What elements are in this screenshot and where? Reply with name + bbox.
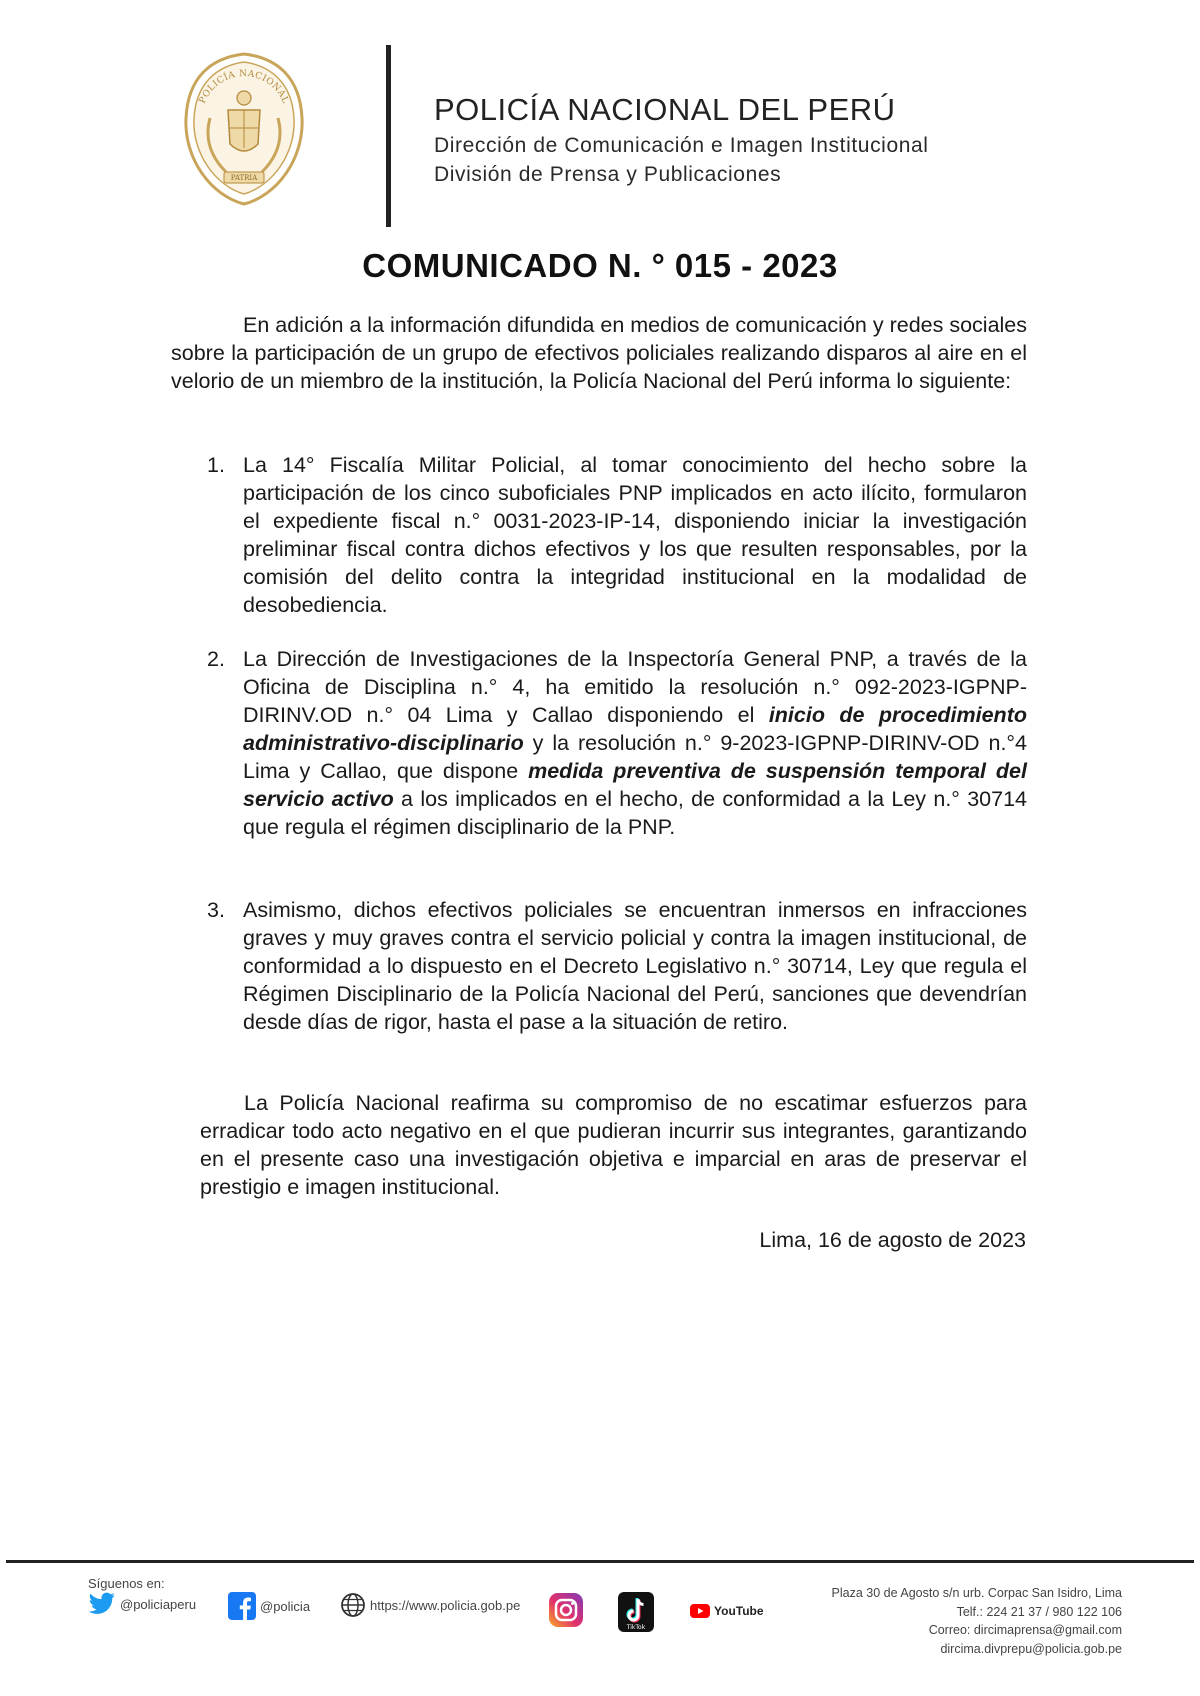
organization-header — [434, 92, 929, 187]
youtube-icon — [690, 1604, 710, 1618]
direction-name: Dirección de Comunicación e Imagen Institucional — [434, 134, 929, 157]
list-item-text: La 14° Fiscalía Militar Policial, al tomar conocimiento del hecho sobre la participación de los cinco suboficiales PNP implicados en acto ilícito, formularon el expediente fiscal n.° 0031-2023-IP-14, disponiendo iniciar la investigación preliminar fiscal contra dichos efectivos y los que resulten responsables, por la comisión del delito contra la integridad institucional en la modalidad de desobediencia. — [243, 453, 1027, 617]
youtube-label: YouTube — [714, 1604, 764, 1618]
header-divider — [386, 45, 391, 227]
list-item-text — [243, 645, 1027, 841]
emphasis-text: inicio de procedimiento administrativo-disciplinario — [243, 703, 1027, 755]
address-text: Plaza 30 de Agosto s/n urb. Corpac San Isidro, Lima — [831, 1586, 1122, 1600]
twitter-handle: @policiaperu — [120, 1596, 197, 1612]
list-item — [171, 896, 1027, 1036]
list-item-number: 3. — [207, 898, 225, 922]
globe-icon — [340, 1592, 366, 1618]
youtube-link[interactable] — [690, 1604, 764, 1618]
tiktok-label: TikTok — [626, 1624, 646, 1631]
document-title: COMUNICADO N. ° 015 - 2023 — [362, 247, 838, 284]
twitter-icon — [88, 1592, 116, 1616]
email-text: dircima.divprepu@policia.gob.pe — [940, 1641, 1122, 1656]
facebook-handle: @policia — [260, 1598, 311, 1614]
list-item-number: 1. — [207, 453, 225, 477]
text-segment: La Dirección de Investigaciones de la Inspectoría General PNP, a través de la Oficina de Disciplina n.° 4, ha emitido la resolución n.° 092-2023-IGPNP-DIRINV.OD n.° 04 Lima y Callao disponiendo el — [243, 647, 1027, 727]
tiktok-icon — [618, 1592, 654, 1632]
website-link[interactable] — [340, 1592, 520, 1618]
closing-paragraph: La Policía Nacional reafirma su compromiso de no escatimar esfuerzos para erradicar todo acto negativo en el que pudieran incurrir sus integrantes, garantizando en el presente caso una investigación objetiva e imparcial en aras de preservar el prestigio e imagen institucional. — [200, 1091, 1027, 1199]
list-item-number: 2. — [207, 647, 225, 671]
intro-paragraph: En adición a la información difundida en medios de comunicación y redes sociales sobre la participación de un grupo de efectivos policiales realizando disparos al aire en el velorio de un miembro de la institución, la Policía Nacional del Perú informa lo siguiente: — [171, 313, 1028, 393]
svg-text:POLICÍA NACIONAL: POLICÍA NACIONAL — [197, 68, 291, 106]
contact-info — [832, 1584, 1122, 1658]
follow-label: Síguenos en: — [88, 1576, 165, 1591]
phone-text: Telf.: 224 21 37 / 980 122 106 — [956, 1604, 1122, 1619]
website-url: https://www.policia.gob.pe — [370, 1597, 521, 1613]
list-item-text: Asimismo, dichos efectivos policiales se encuentran inmersos en infracciones graves y muy graves contra el servicio policial y contra la imagen institucional, de conformidad a lo dispuesto en el Decreto Legislativo n.° 30714, Ley que regula el Régimen Disciplinario de la Policía Nacional del Perú, sanciones que devendrían desde días de rigor, hasta el pase a la situación de retiro. — [243, 898, 1027, 1034]
facebook-link[interactable] — [228, 1592, 310, 1620]
twitter-link[interactable] — [88, 1592, 196, 1616]
division-name: División de Prensa y Publicaciones — [434, 163, 782, 186]
emphasis-text: medida preventiva de suspensión temporal del servicio activo — [243, 759, 1027, 811]
email-text: Correo: dircimaprensa@gmail.com — [928, 1623, 1122, 1637]
document-date: Lima, 16 de agosto de 2023 — [759, 1228, 1026, 1252]
pnp-seal-logo — [180, 48, 308, 208]
text-segment: a los implicados en el hecho, de conformidad a la Ley n.° 30714 que regula el régimen disciplinario de la PNP. — [243, 787, 1027, 839]
instagram-icon — [548, 1592, 584, 1628]
seal-motto: PATRIA — [230, 174, 258, 182]
footer-divider — [6, 1560, 1194, 1563]
facebook-icon — [228, 1592, 256, 1620]
tiktok-link[interactable] — [618, 1592, 654, 1632]
organization-name: POLICÍA NACIONAL DEL PERÚ — [434, 92, 896, 127]
text-segment: y la resolución n.° 9-2023-IGPNP-DIRINV-OD n.°4 Lima y Callao, que dispone — [243, 731, 1027, 783]
list-item — [171, 645, 1027, 841]
list-item — [171, 451, 1027, 619]
instagram-link[interactable] — [548, 1592, 584, 1628]
